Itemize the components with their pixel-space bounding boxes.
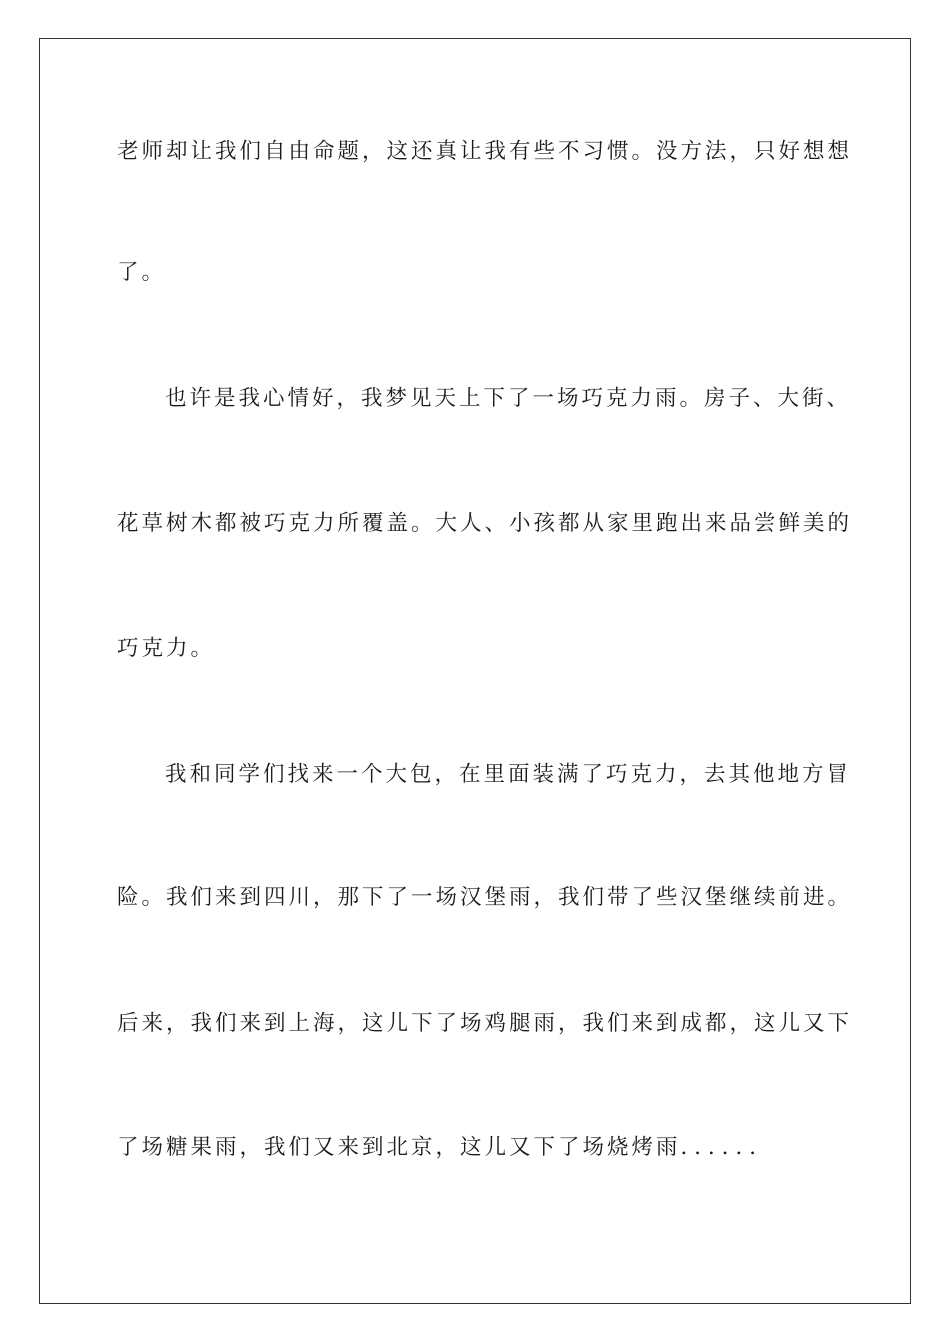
paragraph-start-line: 我和同学们找来一个大包，在里面装满了巧克力，去其他地方冒 [165,762,852,787]
paragraph-start-line: 也许是我心情好，我梦见天上下了一场巧克力雨。房子、大街、 [165,386,852,411]
text-line: 险。我们来到四川，那下了一场汉堡雨，我们带了些汉堡继续前进。 [117,885,853,910]
text-line: 巧克力。 [117,636,216,661]
text-line: 老师却让我们自由命题，这还真让我有些不习惯。没方法，只好想想 [117,139,853,164]
text-line: 了。 [117,260,167,285]
text-line: 后来，我们来到上海，这儿下了场鸡腿雨，我们来到成都，这儿又下 [117,1011,853,1036]
text-line: 花草树木都被巧克力所覆盖。大人、小孩都从家里跑出来品尝鲜美的 [117,511,853,536]
text-line: 了场糖果雨，我们又来到北京，这儿又下了场烧烤雨．．．．．． [117,1135,774,1160]
page-border [39,38,911,1304]
